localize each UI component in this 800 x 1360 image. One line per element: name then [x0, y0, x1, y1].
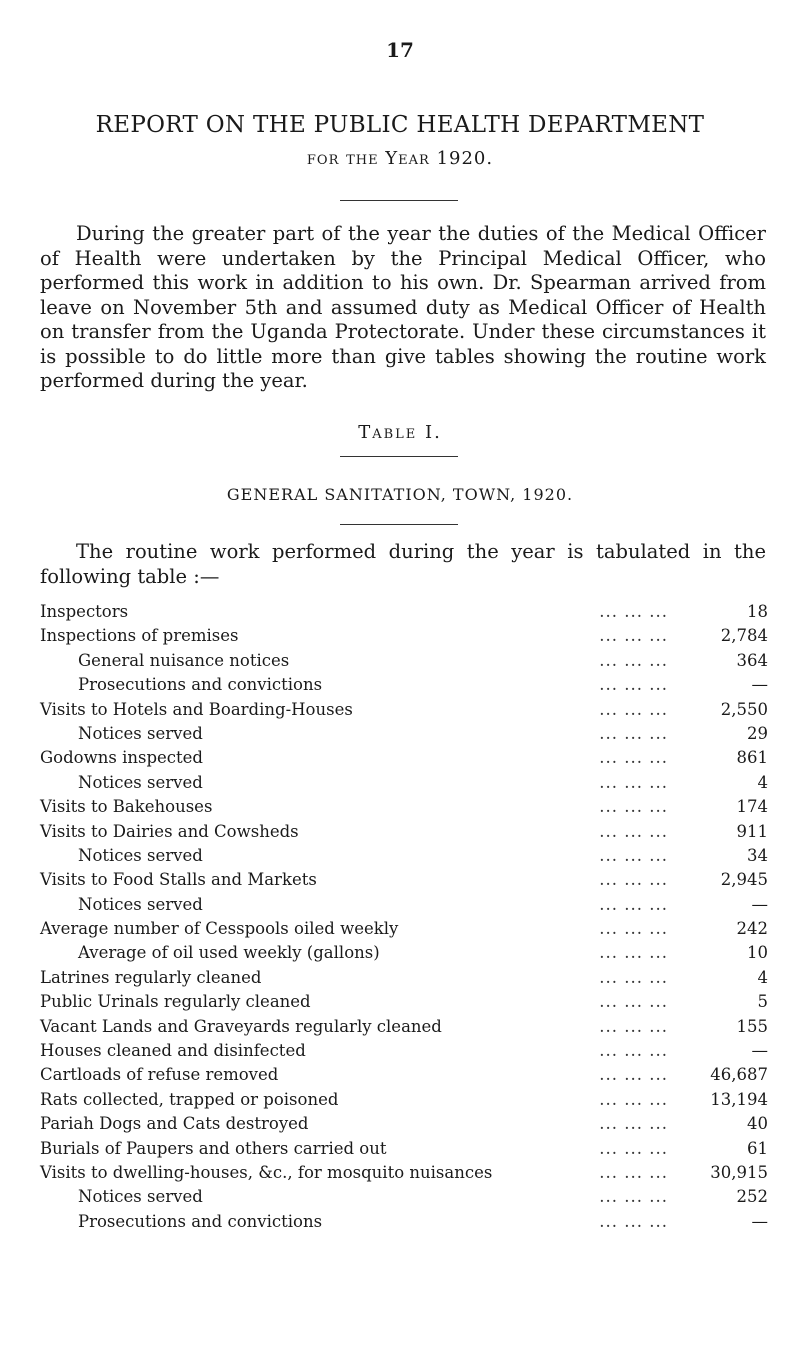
- row-value: 155: [736, 1016, 768, 1036]
- row-label: Public Urinals regularly cleaned: [40, 992, 311, 1012]
- leader-dots: ... ... ...: [599, 602, 668, 621]
- row-value: 242: [736, 919, 768, 939]
- table-row: [40, 1063, 768, 1087]
- row-label: Visits to Dairies and Cowsheds: [40, 821, 299, 841]
- leader-dots: ... ... ...: [599, 1162, 668, 1182]
- row-value: —: [751, 894, 768, 914]
- row-value: 34: [747, 845, 768, 865]
- row-value: 10: [747, 943, 768, 963]
- row-label: Inspectors: [40, 602, 129, 621]
- row-value: 861: [736, 748, 768, 768]
- intro-paragraph: During the greater part of the year the duties of the Medical Officer of Health were undertaken by the Principal Medical Officer, who performed this work in addition to his own. Dr. Spearman arrived from leave on November 5th and assumed duty as Medical Officer of Health on transfer from the Uganda Protectorate. Under these circumstances it is possible to do little more than give tables showing the routine work performed during the year.: [40, 222, 766, 392]
- row-value: 174: [736, 797, 768, 817]
- table-row: [40, 868, 768, 892]
- leader-dots: ... ... ...: [599, 1089, 668, 1109]
- row-value: 252: [736, 1187, 768, 1207]
- table-row: [40, 746, 768, 770]
- report-subtitle: for the Year 1920.: [306, 148, 494, 169]
- table-row: [40, 1039, 768, 1063]
- leader-dots: ... ... ...: [599, 919, 668, 939]
- table-row: [40, 1210, 768, 1234]
- row-value: 61: [747, 1138, 768, 1158]
- table-row: [40, 893, 768, 917]
- row-label: Average number of Cesspools oiled weekly: [40, 919, 399, 939]
- row-label: Prosecutions and convictions: [78, 675, 323, 695]
- row-value: 13,194: [710, 1089, 768, 1109]
- row-label: Notices served: [78, 845, 203, 865]
- table-row: [40, 649, 768, 673]
- table-row: [40, 722, 768, 746]
- row-value: 911: [736, 821, 768, 841]
- row-label: Vacant Lands and Graveyards regularly cleaned: [40, 1016, 442, 1036]
- table-row: [40, 795, 768, 819]
- table-row: [40, 1185, 768, 1209]
- leader-dots: ... ... ...: [599, 1211, 668, 1231]
- row-value: 4: [757, 967, 768, 987]
- leader-dots: ... ... ...: [599, 748, 668, 768]
- row-value: 40: [747, 1114, 768, 1134]
- table-intro-paragraph: The routine work performed during the year is tabulated in the following table :—: [40, 540, 766, 588]
- row-label: Notices served: [78, 894, 203, 914]
- leader-dots: ... ... ...: [599, 1138, 668, 1158]
- section-label: GENERAL SANITATION, TOWN, 1920.: [226, 485, 574, 504]
- table-row: [40, 966, 768, 990]
- report-title: REPORT ON THE PUBLIC HEALTH DEPARTMENT: [95, 112, 705, 138]
- row-label: Godowns inspected: [40, 748, 203, 768]
- leader-dots: ... ... ...: [599, 1065, 668, 1085]
- leader-dots: ... ... ...: [599, 845, 668, 865]
- table-row: [40, 624, 768, 648]
- leader-dots: ... ... ...: [599, 943, 668, 963]
- row-value: 5: [757, 992, 768, 1012]
- table-row: [40, 600, 768, 624]
- leader-dots: ... ... ...: [599, 992, 668, 1012]
- row-value: 2,945: [720, 870, 768, 890]
- row-value: —: [751, 1041, 768, 1061]
- table-row: [40, 844, 768, 868]
- leader-dots: ... ... ...: [599, 1114, 668, 1134]
- leader-dots: ... ... ...: [599, 1016, 668, 1036]
- page-number: 17: [386, 38, 414, 62]
- row-label: Houses cleaned and disinfected: [40, 1041, 306, 1061]
- leader-dots: ... ... ...: [599, 699, 668, 719]
- leader-dots: ... ... ...: [599, 821, 668, 841]
- leader-dots: ... ... ...: [599, 797, 668, 817]
- leader-dots: ... ... ...: [599, 650, 668, 670]
- row-label: Notices served: [78, 772, 203, 792]
- leader-dots: ... ... ...: [599, 1187, 668, 1207]
- table-row: [40, 1137, 768, 1161]
- row-value: —: [751, 675, 768, 695]
- table-row: [40, 1161, 768, 1185]
- row-value: 364: [736, 650, 768, 670]
- row-value: 2,550: [720, 699, 768, 719]
- row-value: 30,915: [710, 1162, 768, 1182]
- table-row: [40, 990, 768, 1014]
- divider: [340, 524, 458, 525]
- table-row: [40, 771, 768, 795]
- table-label: Table I.: [358, 422, 442, 443]
- table-row: [40, 1015, 768, 1039]
- leader-dots: ... ... ...: [599, 723, 668, 743]
- row-label: Latrines regularly cleaned: [40, 967, 262, 987]
- row-value: 2,784: [720, 626, 768, 646]
- row-label: Prosecutions and convictions: [78, 1211, 323, 1231]
- leader-dots: ... ... ...: [599, 626, 668, 646]
- row-value: 4: [757, 772, 768, 792]
- row-label: Visits to dwelling-houses, &c., for mosquito nuisances: [40, 1162, 493, 1182]
- leader-dots: ... ... ...: [599, 675, 668, 695]
- leader-dots: ... ... ...: [599, 772, 668, 792]
- leader-dots: ... ... ...: [599, 894, 668, 914]
- table-row: [40, 698, 768, 722]
- row-label: Average of oil used weekly (gallons): [78, 943, 380, 963]
- table-row: [40, 1088, 768, 1112]
- row-label: Rats collected, trapped or poisoned: [40, 1089, 339, 1109]
- row-value: —: [751, 1211, 768, 1231]
- divider: [340, 200, 458, 201]
- row-label: Burials of Paupers and others carried out: [40, 1138, 387, 1158]
- row-label: Visits to Bakehouses: [40, 797, 213, 817]
- row-label: Notices served: [78, 1187, 203, 1207]
- table-row: [40, 673, 768, 697]
- row-label: Cartloads of refuse removed: [40, 1065, 279, 1085]
- row-label: Notices served: [78, 723, 203, 743]
- row-label: General nuisance notices: [78, 650, 290, 670]
- table-row: [40, 820, 768, 844]
- table-row: [40, 941, 768, 965]
- row-value: 18: [747, 602, 768, 621]
- row-label: Visits to Food Stalls and Markets: [40, 870, 317, 890]
- divider: [340, 456, 458, 457]
- row-value: 46,687: [710, 1065, 768, 1085]
- leader-dots: ... ... ...: [599, 1041, 668, 1061]
- row-label: Visits to Hotels and Boarding-Houses: [40, 699, 353, 719]
- sanitation-table: [40, 600, 768, 1234]
- table-row: [40, 917, 768, 941]
- row-label: Inspections of premises: [40, 626, 239, 646]
- row-label: Pariah Dogs and Cats destroyed: [40, 1114, 309, 1134]
- row-value: 29: [747, 723, 768, 743]
- leader-dots: ... ... ...: [599, 967, 668, 987]
- leader-dots: ... ... ...: [599, 870, 668, 890]
- table-row: [40, 1112, 768, 1136]
